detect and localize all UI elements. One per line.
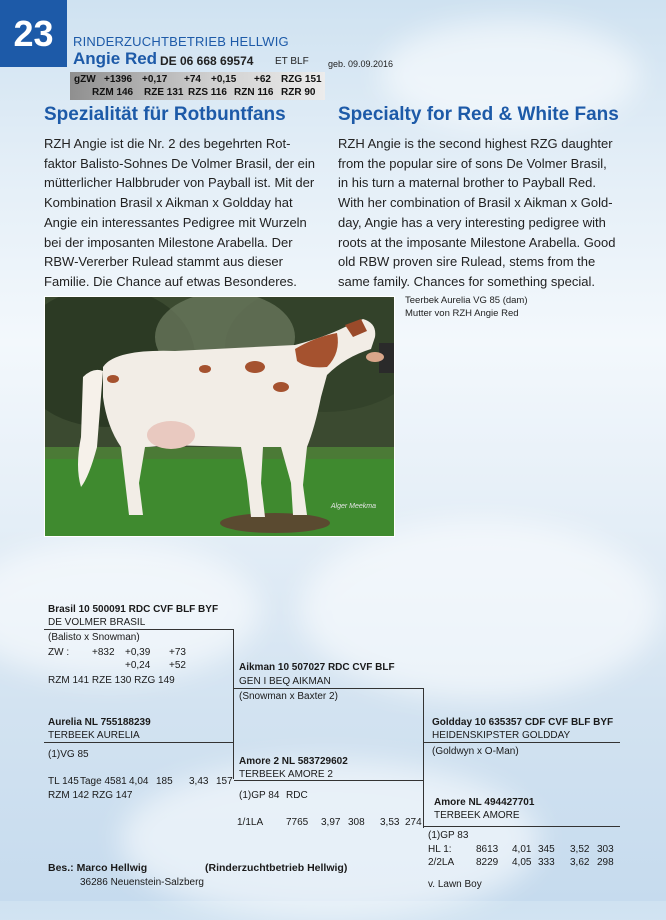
- pedigree-granddam-title: Amore 2 NL 583729602: [239, 756, 348, 767]
- stat-value: RZS 116: [188, 87, 227, 98]
- zw-value: +73: [169, 647, 186, 658]
- text-line: from the popular sire of sons De Volmer Brasil,: [338, 155, 607, 171]
- caption-line: Teerbek Aurelia VG 85 (dam): [405, 295, 528, 306]
- pedigree-great-grandsire-parents: (Goldwyn x O-Man): [432, 746, 519, 757]
- owner-farm: (Rinderzuchtbetrieb Hellwig): [205, 862, 348, 874]
- stat-value: +1396: [104, 74, 133, 85]
- text-line: roots at the imposante Milestone Arabella. Good: [338, 234, 616, 250]
- lactation-value: 4,05: [512, 857, 532, 868]
- pedigree-great-grandsire-title: Goldday 10 635357 CDF CVF BLF BYF: [432, 717, 614, 728]
- stat-value: +62: [254, 74, 271, 85]
- lactation-value: 185: [156, 776, 173, 787]
- text-line: RZH Angie is the second highest RZG daughter: [338, 136, 613, 151]
- lactation-value: 3,97: [321, 817, 341, 828]
- pedigree-granddam-extra: RDC: [286, 790, 308, 801]
- lactation-value: 2/2LA: [428, 857, 455, 868]
- pedigree-great-granddam-name: TERBEEK AMORE: [434, 810, 520, 821]
- text-line: same family. Chances for something special.: [338, 273, 595, 289]
- zw-label: ZW :: [48, 647, 70, 658]
- caption-line: Mutter von RZH Angie Red: [405, 308, 519, 319]
- birth-date: geb. 09.09.2016: [328, 59, 394, 69]
- pedigree-great-granddam-title: Amore NL 494427701: [434, 797, 535, 808]
- registration-number: DE 06 668 69574: [160, 54, 254, 68]
- lactation-value: 298: [597, 857, 614, 868]
- zw-value: +52: [169, 660, 186, 671]
- pedigree-granddam-name: TERBEEK AMORE 2: [239, 769, 333, 780]
- cow-illustration: [45, 297, 394, 536]
- lactation-value: 308: [348, 817, 365, 828]
- pedigree-sire-parents: (Balisto x Snowman): [48, 632, 140, 643]
- pedigree-dam-score: (1)VG 85: [48, 749, 89, 760]
- text-line: bei der imposanten Milestone Arabella. Der: [44, 234, 293, 250]
- text-line: With her combination of Brasil x Aikman x Gold-: [338, 195, 613, 211]
- photo-caption: [405, 294, 528, 320]
- stat-value: +0,17: [142, 74, 168, 85]
- stat-value: +74: [184, 74, 201, 85]
- text-line: RZH Angie ist die Nr. 2 des begehrten Rot-: [44, 136, 291, 151]
- lactation-value: 3,53: [380, 817, 400, 828]
- pedigree-great-grandsire-name: HEIDENSKIPSTER GOLDDAY: [432, 730, 571, 741]
- lactation-value: TL 145: [48, 776, 79, 787]
- stat-value: RZR 90: [281, 87, 316, 98]
- text-line: mütterlicher Halbbruder von Payball ist. Mit der: [44, 175, 315, 191]
- text-line: Angie ein interessantes Pedigree mit Wurzeln: [44, 214, 307, 230]
- zw-value: +832: [92, 647, 115, 658]
- cloud-decoration: [120, 760, 540, 920]
- pedigree-line: [424, 826, 620, 827]
- lactation-value: 345: [538, 844, 555, 855]
- lactation-value: 274: [405, 817, 422, 828]
- pedigree-line: [423, 688, 424, 828]
- lactation-value: 7765: [286, 817, 309, 828]
- breeder-name: RINDERZUCHTBETRIEB HELLWIG: [73, 34, 289, 49]
- zw-value: +0,24: [125, 660, 151, 671]
- lactation-value: 303: [597, 844, 614, 855]
- lactation-value: 4,01: [512, 844, 532, 855]
- text-line: Familie. Die Chance auf etwas Besonderes.: [44, 273, 297, 289]
- owner-label: Bes.: Marco Hellwig: [48, 862, 148, 874]
- breeding-values-bar: [70, 72, 325, 100]
- german-heading: Spezialität für Rotbuntfans: [44, 104, 286, 125]
- pedigree-line: [44, 742, 234, 743]
- rz-values: RZM 141 RZE 130 RZG 149: [48, 675, 175, 686]
- lactation-value: 3,62: [570, 857, 590, 868]
- pedigree-maternal-grandsire-title: Aikman 10 507027 RDC CVF BLF: [239, 662, 395, 673]
- bull-name: Angie Red: [73, 49, 158, 68]
- lactation-value: 8613: [476, 844, 499, 855]
- stat-value: RZE 131: [144, 87, 184, 98]
- catalog-number: 23: [0, 0, 67, 67]
- pedigree-dam-title: Aurelia NL 755188239: [48, 717, 151, 728]
- pedigree-dam-name: TERBEEK AURELIA: [48, 730, 140, 741]
- pedigree-line: [44, 629, 234, 630]
- pedigree-line: [424, 742, 620, 743]
- text-line: faktor Balisto-Sohnes De Volmer Brasil, der ein: [44, 155, 315, 171]
- text-line: in his turn a maternal brother to Payball Red.: [338, 175, 596, 191]
- english-heading: Specialty for Red & White Fans: [338, 104, 619, 125]
- stat-value: RZN 116: [234, 87, 274, 98]
- text-line: day, Angie has a very interesting pedigree with: [338, 214, 606, 230]
- stat-value: RZM 146: [92, 87, 134, 98]
- pedigree-great-granddam-sire: v. Lawn Boy: [428, 879, 482, 890]
- lactation-value: 3,43: [189, 776, 209, 787]
- pedigree-granddam-score: (1)GP 84: [239, 790, 280, 801]
- cow-photo: [44, 296, 395, 537]
- registration-suffix: ET BLF: [275, 56, 309, 67]
- pedigree-line: [233, 629, 234, 779]
- rz-values: RZM 142 RZG 147: [48, 790, 133, 801]
- pedigree-great-granddam-score: (1)GP 83: [428, 830, 469, 841]
- stat-label: gZW: [74, 74, 96, 85]
- zw-value: +0,39: [125, 647, 151, 658]
- lactation-value: Tage 4581: [80, 776, 127, 787]
- text-line: old RBW proven sire Rulead, stems from the: [338, 254, 596, 270]
- text-line: Kombination Brasil x Aikman x Goldday hat: [44, 195, 293, 211]
- pedigree-maternal-grandsire-parents: (Snowman x Baxter 2): [239, 691, 338, 702]
- cloud-decoration: [300, 520, 660, 700]
- owner-address: 36286 Neuenstein-Salzberg: [80, 877, 204, 888]
- english-text: [338, 134, 638, 292]
- pedigree-sire-name: DE VOLMER BRASIL: [48, 617, 146, 628]
- lactation-value: 333: [538, 857, 555, 868]
- pedigree-line: [234, 780, 424, 781]
- pedigree-sire-title: Brasil 10 500091 RDC CVF BLF BYF: [48, 604, 219, 615]
- lactation-value: 1/1LA: [237, 817, 264, 828]
- pedigree-line: [234, 688, 424, 689]
- text-line: RBW-Vererber Rulead stammt aus dieser: [44, 254, 283, 270]
- pedigree-maternal-grandsire-name: GEN I BEQ AIKMAN: [239, 676, 331, 687]
- lactation-value: HL 1:: [428, 844, 452, 855]
- stat-value: RZG 151: [281, 74, 322, 85]
- lactation-value: 3,52: [570, 844, 590, 855]
- lactation-value: 157: [216, 776, 233, 787]
- stat-value: +0,15: [211, 74, 237, 85]
- photographer-watermark: Alger Meekma: [330, 503, 376, 510]
- lactation-value: 8229: [476, 857, 499, 868]
- german-text: [44, 134, 329, 292]
- lactation-value: 4,04: [129, 776, 149, 787]
